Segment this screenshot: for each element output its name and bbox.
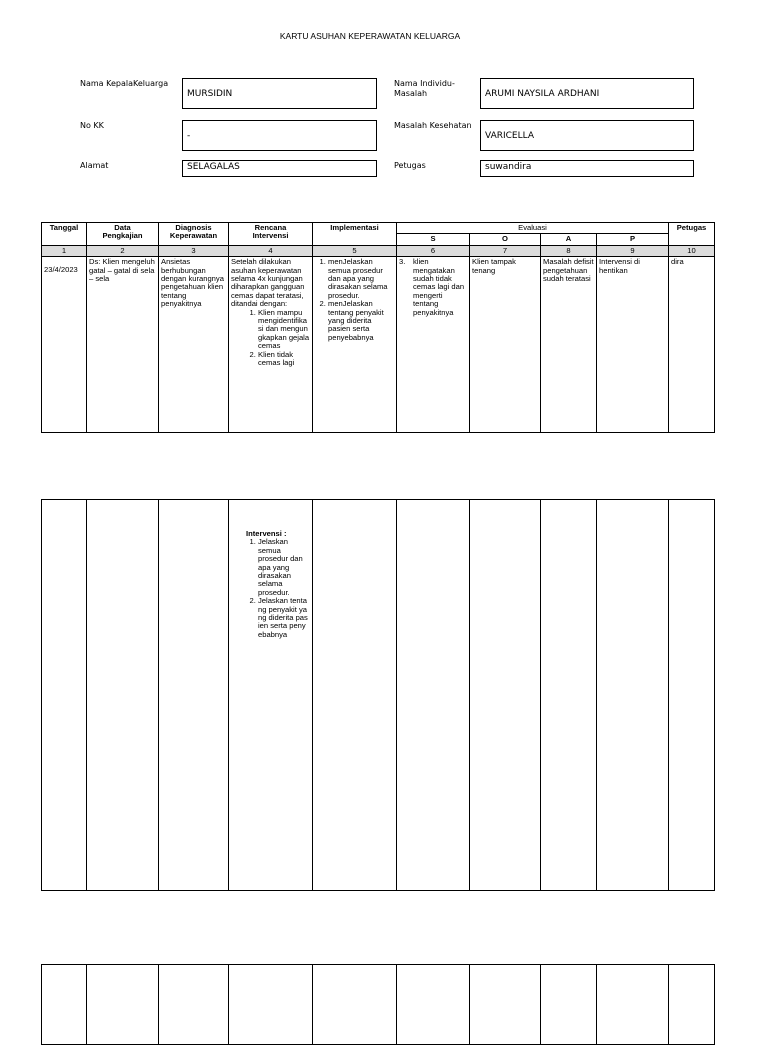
- nama-individu-value: ARUMI NAYSILA ARDHANI: [485, 89, 600, 99]
- cell-diagnosis: Ansietas berhubungan dengan kurangnya pengetahuan klien tentang penyakitnya: [159, 257, 229, 433]
- masalah-value: VARICELLA: [485, 131, 535, 141]
- column-number: 6: [397, 245, 470, 256]
- petugas-field[interactable]: [480, 160, 694, 177]
- list-item: 1. Klien mampu mengidentifikasi dan mengungkapkan gejala cemas: [258, 309, 310, 351]
- masalah-field[interactable]: [480, 120, 694, 151]
- petugas-value: suwandira: [485, 162, 532, 172]
- column-number: 1: [42, 245, 87, 256]
- table-row: [42, 500, 715, 891]
- column-number: 2: [87, 245, 159, 256]
- alamat-field[interactable]: [182, 160, 377, 177]
- intervensi-title: Intervensi :: [246, 529, 287, 538]
- no-kk-field[interactable]: [182, 120, 377, 151]
- header-tanggal: Tanggal: [42, 223, 87, 246]
- column-number: 5: [313, 245, 397, 256]
- header-p: P: [597, 234, 669, 245]
- list-item: 1. Jelaskan semua prosedur dan apa yang dirasakan selama prosedur.: [258, 538, 308, 597]
- page-title: KARTU ASUHAN KEPERAWATAN KELUARGA: [279, 31, 461, 41]
- header-implementasi: Implementasi: [313, 223, 397, 246]
- no-kk-value: -: [187, 131, 191, 141]
- cell-data-pengkajian: Ds: Klien mengeluh gatal – gatal di sela – sela: [87, 257, 159, 433]
- column-number: 10: [669, 245, 715, 256]
- header-rencana: Rencana Intervensi: [229, 223, 313, 246]
- header-data-pengkajian: Data Pengkajian: [87, 223, 159, 246]
- cell-p: Intervensi di hentikan: [597, 257, 669, 433]
- cell-s: [397, 257, 470, 433]
- header-s: S: [397, 234, 470, 245]
- cell-a: Masalah defisit pengetahuan sudah teratasi: [541, 257, 597, 433]
- header-a: A: [541, 234, 597, 245]
- nama-individu-field[interactable]: [480, 78, 694, 109]
- list-item: 2. menJelaskan tentang penyakit yang diderita pasien serta penyebabnya: [328, 300, 394, 342]
- column-number: 9: [597, 245, 669, 256]
- s-number: 3.: [399, 257, 406, 267]
- alamat-value: SELAGALAS: [187, 162, 240, 172]
- column-number: 3: [159, 245, 229, 256]
- nama-kk-field[interactable]: [182, 78, 377, 109]
- table-row: [42, 965, 715, 1045]
- intervensi-list: [246, 538, 308, 639]
- list-item: 2. Jelaskan tentang penyakit yang diderita pasien serta penyebabnya: [258, 597, 308, 639]
- header-diagnosis: Diagnosis Keperawatan: [159, 223, 229, 246]
- rencana-intro: Setelah dilakukan asuhan keperawatan selama 4x kunjungan diharapkan gangguan cemas dapat teratasi, ditandai dengan:: [231, 257, 305, 309]
- nama-individu-label: Nama Individu- Masalah: [394, 79, 455, 98]
- petugas-label: Petugas: [394, 161, 426, 170]
- cell-petugas: dira: [669, 257, 715, 433]
- s-text: klien mengatakan sudah tidak cemas lagi dan mengerti tentang penyakitnya: [413, 257, 465, 317]
- nama-kk-label: Nama KepalaKeluarga: [80, 79, 169, 88]
- column-number: 8: [541, 245, 597, 256]
- care-table: [41, 222, 715, 433]
- implementasi-list: [315, 258, 394, 342]
- cell-tanggal: 23/4/2023: [42, 257, 87, 433]
- rencana-list: [245, 309, 310, 368]
- column-number: 7: [470, 245, 541, 256]
- masalah-label: Masalah Kesehatan: [394, 121, 472, 130]
- header-o: O: [470, 234, 541, 245]
- nama-kk-value: MURSIDIN: [187, 89, 233, 99]
- cell-implementasi: [313, 257, 397, 433]
- list-item: 1. menJelaskan semua prosedur dan apa yang dirasakan selama prosedur.: [328, 258, 394, 300]
- third-table: [41, 964, 715, 1045]
- header-petugas: Petugas: [669, 223, 715, 246]
- cell-intervensi: [229, 500, 313, 891]
- cell-rencana: [229, 257, 313, 433]
- alamat-label: Alamat: [80, 161, 109, 170]
- column-number: 4: [229, 245, 313, 256]
- header-evaluasi: Evaluasi: [397, 223, 669, 234]
- no-kk-label: No KK: [80, 121, 104, 130]
- continuation-table: [41, 499, 715, 891]
- cell-o: Klien tampak tenang: [470, 257, 541, 433]
- table-row: [42, 257, 715, 433]
- list-item: 2. Klien tidak cemas lagi: [258, 351, 310, 368]
